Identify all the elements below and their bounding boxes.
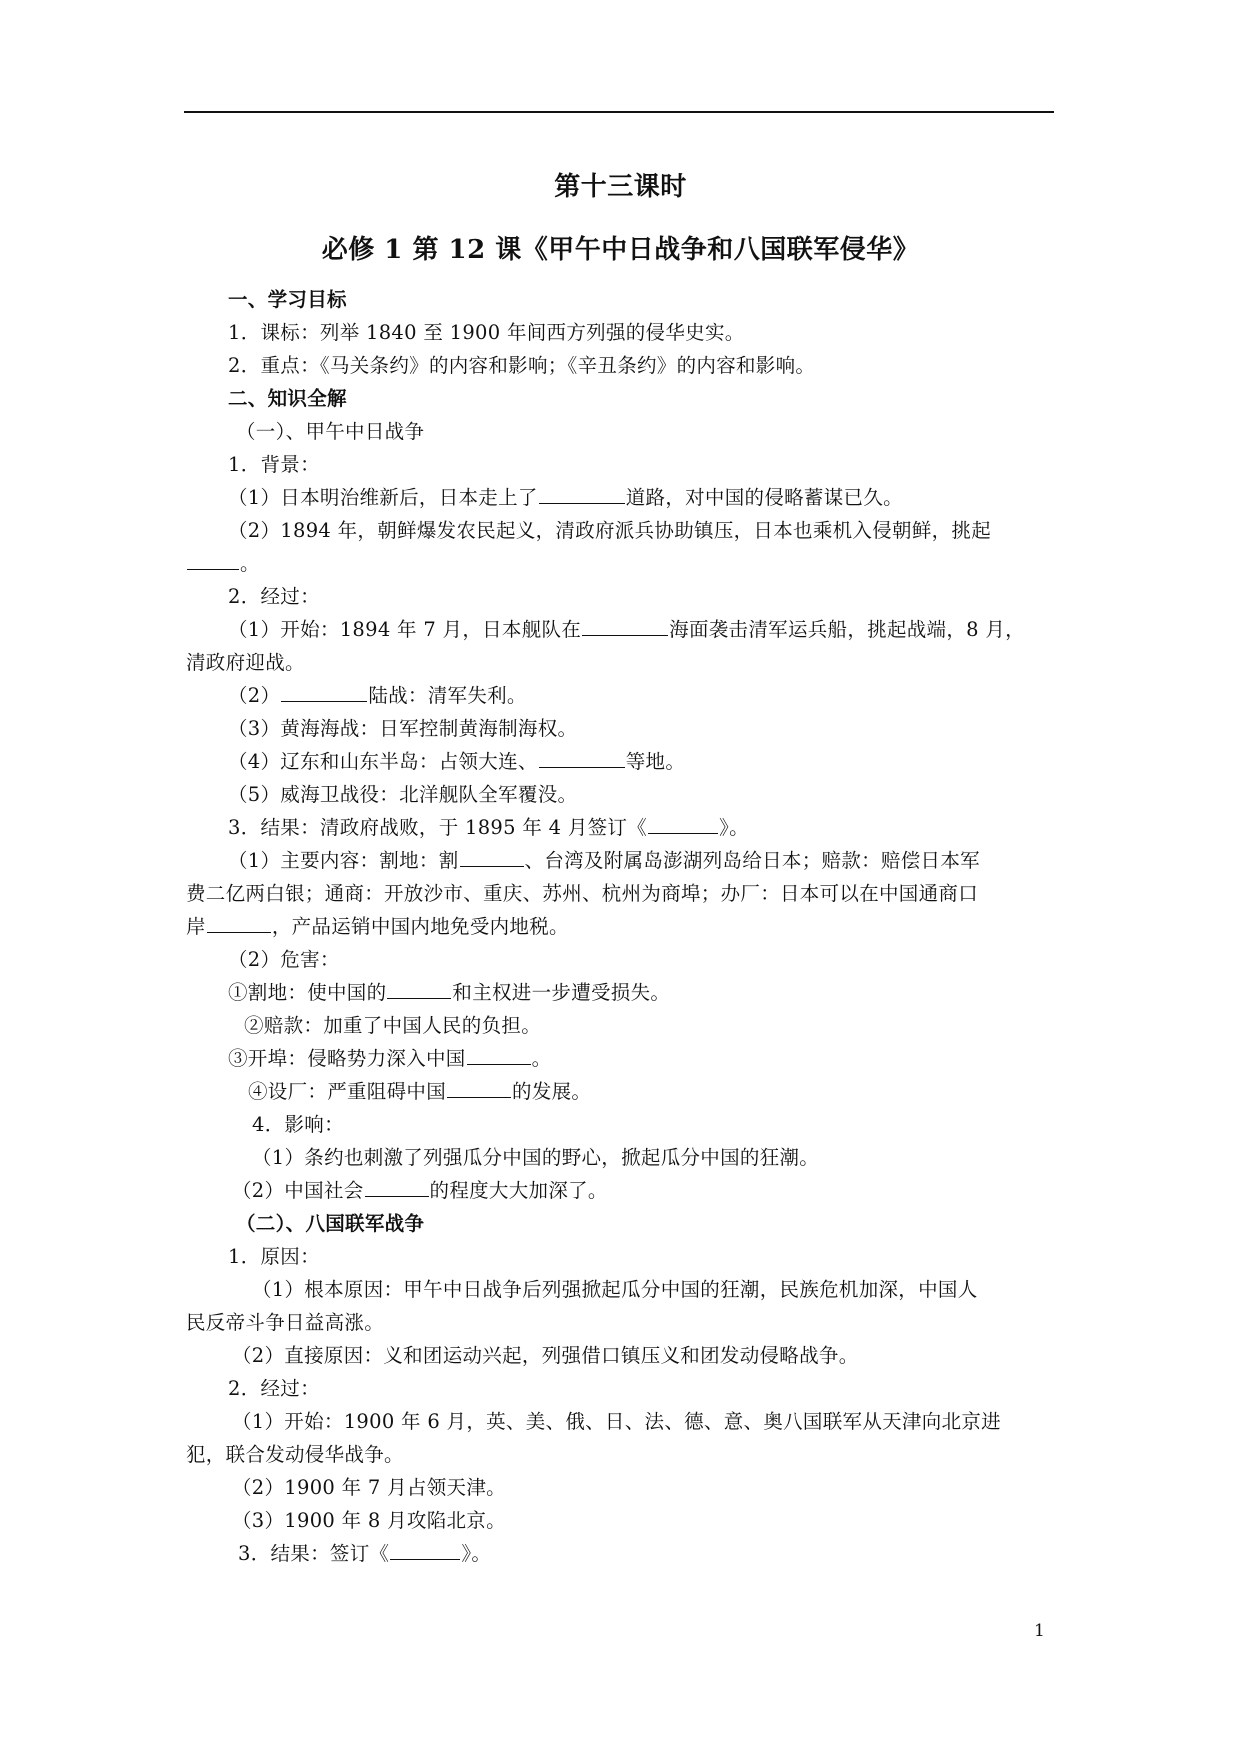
text-line (186, 914, 569, 940)
fill-in-blank[interactable] (365, 1178, 429, 1197)
line-text: 4．影响： (252, 1113, 344, 1136)
text-line (228, 386, 347, 412)
line-text: ④设厂：严重阻碍中国 (248, 1080, 447, 1103)
line-text: 。 (240, 552, 260, 575)
line-text: （2）1894 年，朝鲜爆发农民起义，清政府派兵协助镇压，日本也乘机入侵朝鲜，挑起 (228, 519, 992, 542)
text-line (228, 848, 980, 874)
text-line (248, 1079, 591, 1105)
text-line (244, 1013, 541, 1039)
text-line (228, 452, 320, 478)
line-text: 的发展。 (512, 1080, 592, 1103)
line-text: 一、学习目标 (228, 288, 347, 311)
text-line (186, 1310, 384, 1336)
line-text: （4）辽东和山东半岛：占领大连、 (228, 750, 538, 773)
text-line (228, 947, 340, 973)
line-text: ③开埠：侵略势力深入中国 (228, 1047, 466, 1070)
line-text: （1）开始：1900 年 6 月，英、美、俄、日、法、德、意、奥八国联军从天津向北京进 (232, 1410, 1001, 1433)
line-text: 3．结果：清政府战败，于 1895 年 4 月签订《 (228, 816, 648, 839)
fill-in-blank[interactable] (207, 914, 271, 933)
text-line (238, 1541, 491, 1567)
text-line (228, 287, 347, 313)
line-text: ，产品运销中国内地免受内地税。 (271, 915, 569, 938)
line-text: 民反帝斗争日益高涨。 (186, 1311, 385, 1334)
line-text: ②赔款：加重了中国人民的负担。 (244, 1014, 542, 1037)
fill-in-blank[interactable] (648, 815, 718, 834)
text-line (228, 782, 577, 808)
line-text: （3）黄海海战：日军控制黄海制海权。 (228, 717, 578, 740)
text-line (228, 980, 670, 1006)
page-number: 1 (1034, 1621, 1045, 1641)
header-rule (184, 111, 1054, 113)
line-text: 》。 (719, 816, 749, 839)
line-text: （二）、八国联军战争 (236, 1212, 425, 1235)
line-text: 等地。 (625, 750, 686, 773)
text-line (228, 815, 749, 841)
fill-in-blank[interactable] (460, 848, 524, 867)
lesson-subtitle: 必修 1 第 12 课《甲午中日战争和八国联军侵华》 (321, 235, 920, 265)
line-text: （一）、甲午中日战争 (236, 420, 425, 443)
line-text: 的程度大大加深了。 (429, 1179, 608, 1202)
line-text: （2）危害： (228, 948, 340, 971)
line-text: 1．背景： (228, 453, 320, 476)
line-text: 陆战：清军失利。 (368, 684, 527, 707)
line-text: 道路，对中国的侵略蓄谋已久。 (625, 486, 903, 509)
line-text: （5）威海卫战役：北洋舰队全军覆没。 (228, 783, 578, 806)
text-line (236, 419, 424, 445)
line-text: （2）1900 年 7 月占领天津。 (232, 1476, 506, 1499)
text-line (228, 617, 1025, 643)
fill-in-blank[interactable] (539, 485, 625, 504)
text-line (236, 1211, 424, 1237)
text-line (186, 1442, 404, 1468)
line-text: ①割地：使中国的 (228, 981, 387, 1004)
line-text: 》。 (461, 1542, 492, 1565)
line-text: 2．重点：《马关条约》的内容和影响；《辛丑条约》的内容和影响。 (228, 354, 816, 377)
line-text: （2）直接原因：义和团运动兴起，列强借口镇压义和团发动侵略战争。 (232, 1344, 859, 1367)
line-text: 1．原因： (228, 1245, 320, 1268)
text-line (232, 1475, 506, 1501)
line-text: 费二亿两白银；通商：开放沙市、重庆、苏州、杭州为商埠；办厂：日本可以在中国通商口 (186, 882, 979, 905)
line-text: （1）开始：1894 年 7 月，日本舰队在 (228, 618, 582, 641)
text-line (228, 320, 745, 346)
text-line (232, 1178, 608, 1204)
line-text: 和主权进一步遭受损失。 (452, 981, 671, 1004)
text-line (228, 353, 815, 379)
text-line (228, 518, 991, 544)
text-line (228, 716, 577, 742)
text-line (186, 650, 305, 676)
fill-in-blank[interactable] (582, 617, 668, 636)
line-text: 2．经过： (228, 1377, 320, 1400)
text-line (228, 1046, 551, 1072)
line-text: （3）1900 年 8 月攻陷北京。 (232, 1509, 506, 1532)
text-line (252, 1145, 819, 1171)
line-text: 二、知识全解 (228, 387, 347, 410)
text-line (228, 584, 320, 610)
text-line (228, 485, 903, 511)
text-line (228, 1244, 320, 1270)
text-line (228, 683, 527, 709)
lesson-title: 第十三课时 (554, 172, 687, 202)
text-line (232, 1343, 859, 1369)
fill-in-blank[interactable] (387, 980, 451, 999)
line-text: 1．课标：列举 1840 至 1900 年间西方列强的侵华史实。 (228, 321, 745, 344)
fill-in-blank[interactable] (281, 683, 367, 702)
line-text: 海面袭击清军运兵船，挑起战端，8 月， (669, 618, 1025, 641)
line-text: 清政府迎战。 (186, 651, 305, 674)
fill-in-blank[interactable] (539, 749, 625, 768)
line-text: 岸 (186, 915, 206, 938)
line-text: 、台湾及附属岛澎湖列岛给日本；赔款：赔偿日本军 (524, 849, 980, 872)
text-line (252, 1277, 978, 1303)
fill-in-blank[interactable] (447, 1079, 511, 1098)
line-text: （2）中国社会 (232, 1179, 364, 1202)
line-text: （1）条约也刺激了列强瓜分中国的野心，掀起瓜分中国的狂潮。 (252, 1146, 820, 1169)
fill-in-blank[interactable] (390, 1541, 460, 1560)
line-text: 犯，联合发动侵华战争。 (186, 1443, 404, 1466)
text-line (228, 1376, 320, 1402)
line-text: （2） (228, 684, 281, 707)
text-line (232, 1409, 1001, 1435)
text-line (228, 749, 685, 775)
line-text: （1）主要内容：割地：割 (228, 849, 459, 872)
line-text: （1）日本明治维新后，日本走上了 (228, 486, 538, 509)
line-text: 。 (531, 1047, 552, 1070)
text-line (252, 1112, 344, 1138)
line-text: 3．结果：签订《 (238, 1542, 390, 1565)
text-line (186, 881, 978, 907)
line-text: （1）根本原因：甲午中日战争后列强掀起瓜分中国的狂潮，民族危机加深，中国人 (252, 1278, 978, 1301)
text-line (232, 1508, 506, 1534)
fill-in-blank[interactable] (187, 551, 239, 570)
fill-in-blank[interactable] (467, 1046, 531, 1065)
text-line (186, 551, 260, 577)
line-text: 2．经过： (228, 585, 320, 608)
